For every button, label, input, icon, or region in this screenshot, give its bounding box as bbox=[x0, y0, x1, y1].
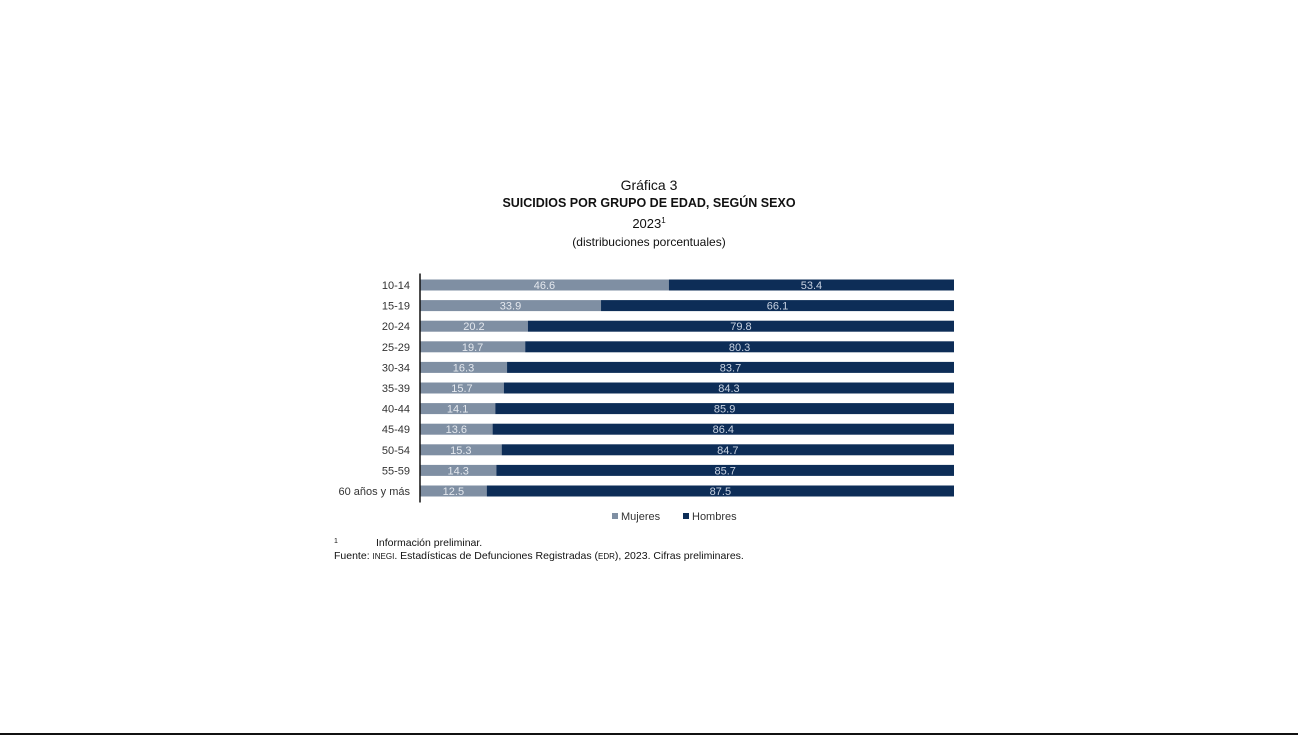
legend-label: Mujeres bbox=[621, 511, 661, 523]
data-label: 33.9 bbox=[499, 300, 522, 313]
footnote-text: Información preliminar. bbox=[376, 537, 483, 549]
source-note bbox=[334, 550, 744, 563]
data-label: 14.1 bbox=[446, 403, 469, 416]
data-label: 19.7 bbox=[461, 341, 484, 354]
data-label: 87.5 bbox=[709, 486, 732, 498]
legend-label: Hombres bbox=[692, 511, 737, 523]
category-label: 40-44 bbox=[381, 403, 410, 416]
data-label: 84.7 bbox=[717, 444, 739, 457]
data-label: 46.6 bbox=[533, 280, 556, 292]
legend-swatch bbox=[612, 513, 618, 519]
data-label: 84.3 bbox=[718, 383, 740, 395]
chart-year-value: 2023 bbox=[632, 216, 662, 231]
data-label: 13.6 bbox=[445, 424, 468, 437]
category-label: 60 años y más bbox=[338, 486, 410, 498]
category-label: 55-59 bbox=[381, 465, 410, 478]
chart-number-label: Gráfica 3 bbox=[620, 177, 678, 193]
category-label: 50-54 bbox=[381, 444, 410, 457]
chart-title: SUICIDIOS POR GRUPO DE EDAD, SEGÚN SEXO bbox=[502, 196, 796, 210]
category-label: 35-39 bbox=[381, 383, 410, 395]
data-label: 80.3 bbox=[728, 341, 751, 354]
footnote-preliminary bbox=[334, 535, 744, 550]
data-label: 86.4 bbox=[712, 424, 735, 437]
data-label: 20.2 bbox=[463, 321, 485, 334]
data-label: 12.5 bbox=[442, 486, 465, 498]
data-label: 85.9 bbox=[713, 403, 736, 416]
source-prefix: Fuente: bbox=[334, 550, 373, 562]
category-label: 20-24 bbox=[381, 321, 410, 334]
data-label: 53.4 bbox=[800, 280, 823, 292]
footnote-mark: 1 bbox=[334, 538, 338, 545]
source-end: ), 2023. Cifras preliminares. bbox=[614, 550, 744, 562]
data-label: 14.3 bbox=[447, 465, 469, 478]
source-mid: . Estadísticas de Defunciones Registradas ( bbox=[394, 550, 598, 562]
data-label: 15.3 bbox=[450, 444, 472, 457]
data-label: 85.7 bbox=[714, 465, 736, 478]
category-label: 15-19 bbox=[381, 300, 410, 313]
data-label: 83.7 bbox=[719, 362, 742, 375]
data-label: 16.3 bbox=[452, 362, 475, 375]
source-org: INEGI bbox=[372, 552, 395, 561]
data-label: 79.8 bbox=[730, 321, 752, 334]
category-label: 30-34 bbox=[381, 362, 410, 375]
category-label: 25-29 bbox=[381, 341, 410, 354]
legend-swatch bbox=[683, 513, 689, 519]
data-label: 66.1 bbox=[766, 300, 789, 313]
category-label: 45-49 bbox=[381, 424, 410, 437]
category-label: 10-14 bbox=[381, 280, 410, 292]
chart-unit: (distribuciones porcentuales) bbox=[572, 235, 726, 249]
footnotes bbox=[334, 535, 744, 563]
bottom-divider bbox=[0, 733, 1298, 735]
data-label: 15.7 bbox=[451, 383, 473, 395]
chart-year-footnote-mark: 1 bbox=[661, 216, 666, 225]
source-abbr: EDR bbox=[598, 552, 615, 561]
